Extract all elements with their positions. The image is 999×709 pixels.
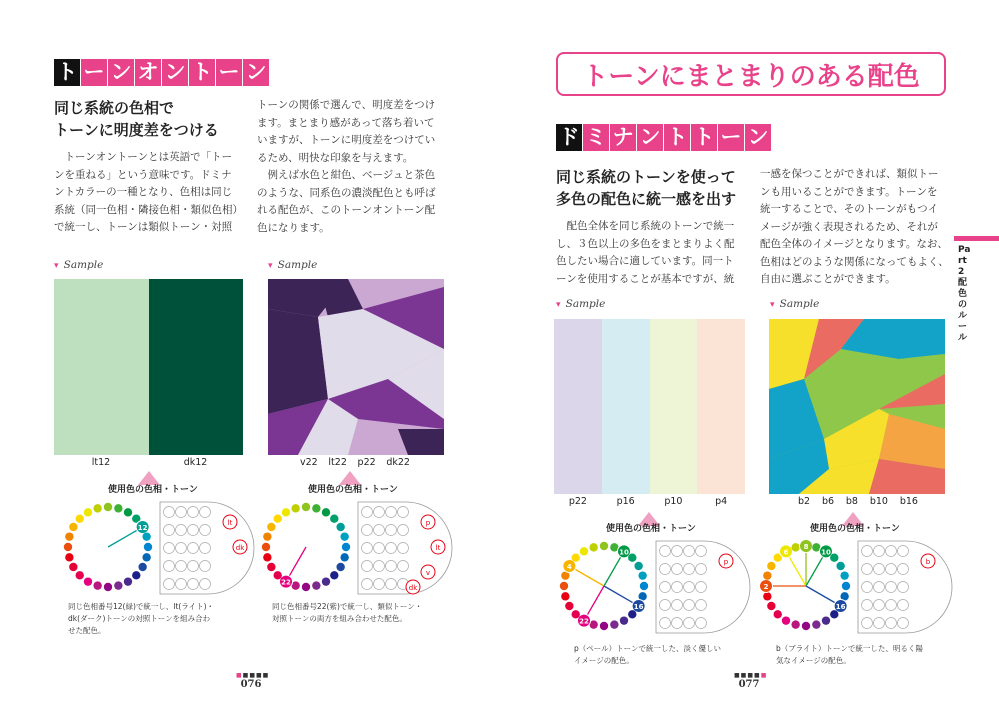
right-heading-line1: 同じ系統のトーンを使って xyxy=(556,168,736,186)
tone-label: lt xyxy=(227,519,233,527)
hue-dot xyxy=(274,515,282,523)
tone-cell xyxy=(862,582,873,593)
chip-label: b2 xyxy=(798,496,811,507)
tone-cell xyxy=(862,564,873,575)
tone-cell xyxy=(200,525,211,536)
hue-dot xyxy=(124,508,132,516)
hue-number: 4 xyxy=(566,563,572,571)
hue-number: 22 xyxy=(281,578,291,587)
body-line: 色したい場合に適しています。同一ト xyxy=(556,255,734,267)
hue-dot xyxy=(620,616,628,624)
tone-cell xyxy=(886,600,897,611)
chip-label: dk22 xyxy=(386,457,410,468)
tone-label: lt xyxy=(435,544,441,552)
hue-dot xyxy=(124,577,132,585)
tone-cell xyxy=(684,618,695,629)
left-heading-line2: トーンに明度差をつける xyxy=(54,121,219,139)
tone-cell xyxy=(696,582,707,593)
body-line: 例えば水色と紺色、ベージュと茶色 xyxy=(257,169,436,181)
chip-label: b8 xyxy=(845,496,858,507)
bright-geometric-sample xyxy=(769,319,945,494)
hue-dot xyxy=(336,563,344,571)
sample-logo-icon: ▾ xyxy=(268,261,273,271)
hue-dot xyxy=(336,523,344,531)
hue-dot xyxy=(302,503,310,511)
page-number-left xyxy=(236,672,270,690)
tone-cell xyxy=(398,561,409,572)
hue-dot xyxy=(572,554,580,562)
tone-cell xyxy=(886,564,897,575)
sample-label-2 xyxy=(268,253,317,272)
hue-tone-label: 使用色の色相・トーン xyxy=(108,485,198,495)
hue-dot xyxy=(767,562,775,570)
tone-label: p xyxy=(425,519,431,527)
caption-4 xyxy=(776,643,956,667)
tone-cell xyxy=(898,600,909,611)
tone-cell xyxy=(696,618,707,629)
title-char-tile: ー xyxy=(718,124,744,151)
tone-cell xyxy=(200,507,211,518)
side-tab-bar xyxy=(954,236,999,241)
body-line: 同じ色相番号12(緑)で統一し、lt(ライト)・ xyxy=(68,602,215,611)
body-line: b（ブライト）トーンで統一した、明るく陽 xyxy=(776,644,923,653)
chip-label: p22 xyxy=(568,496,587,507)
tone-cell xyxy=(374,561,385,572)
side-tab-label: Part2 配色のルール xyxy=(958,245,971,343)
color-swatch-lt12-dk12 xyxy=(54,279,243,455)
section-banner: トーンにまとまりのある配色 xyxy=(556,52,946,96)
hue-dot xyxy=(330,515,338,523)
hue-dot xyxy=(610,620,618,628)
tone-cell xyxy=(176,561,187,572)
chip-label: p16 xyxy=(616,496,635,507)
body-line: れる配色が、このトーンオントーン配 xyxy=(257,204,436,216)
hue-dot xyxy=(600,542,608,550)
tone-cell xyxy=(886,582,897,593)
hue-dot xyxy=(267,563,275,571)
hue-dot xyxy=(104,583,112,591)
chip-labels xyxy=(798,496,918,507)
hue-dot xyxy=(830,554,838,562)
tone-cell xyxy=(374,543,385,554)
body-line: るため、明快な印象を与えます。 xyxy=(257,151,414,164)
hue-number: 16 xyxy=(633,603,644,611)
right-heading-line2: 多色の配色に統一感を出す xyxy=(556,190,737,208)
right-body-col2 xyxy=(760,166,950,289)
body-line: ンを重ねる」という意味です。ドミナ xyxy=(54,168,232,181)
body-line: トーンオントーンとは英語で「トー xyxy=(54,151,233,163)
tone-cell xyxy=(398,507,409,518)
tone-cell xyxy=(660,600,671,611)
body-line: イメージの配色。 xyxy=(574,656,634,665)
hue-dot xyxy=(342,543,350,551)
tone-cell xyxy=(164,561,175,572)
chip-labels xyxy=(554,496,745,507)
chip-label: p4 xyxy=(715,496,728,507)
left-body-col2 xyxy=(257,97,452,237)
title-char-tile: ン xyxy=(243,59,269,86)
hue-dot xyxy=(69,523,77,531)
tone-cell xyxy=(398,525,409,536)
hue-dot xyxy=(132,571,140,579)
page-dots: ■■■■■ xyxy=(734,672,768,679)
hue-dot xyxy=(144,543,152,551)
caption-1 xyxy=(68,601,248,637)
sample-label-4 xyxy=(770,292,819,311)
body-line: 気なイメージの配色。 xyxy=(776,656,851,665)
tone-cell xyxy=(696,546,707,557)
hue-dot xyxy=(589,543,597,551)
tone-cell xyxy=(898,618,909,629)
tone-cell xyxy=(672,618,683,629)
tone-cell xyxy=(362,579,373,590)
hue-dot xyxy=(634,562,642,570)
hue-dot xyxy=(842,582,850,590)
tone-cell xyxy=(188,561,199,572)
body-line: トーンの関係で選んで、明度差をつけ xyxy=(257,99,436,111)
hue-dot xyxy=(560,582,568,590)
hue-dot xyxy=(263,532,271,540)
tone-cell xyxy=(684,564,695,575)
body-line: 配色全体のイメージとなります。なお、 xyxy=(760,238,948,250)
hue-dot xyxy=(836,562,844,570)
tone-cell xyxy=(386,561,397,572)
hue-dot xyxy=(76,571,84,579)
title-char-tile: ト xyxy=(54,59,80,86)
hue-dot xyxy=(628,554,636,562)
chip-label: p22 xyxy=(357,457,376,468)
title-char-tile: ミ xyxy=(583,124,609,151)
tone-cell xyxy=(660,564,671,575)
tone-label: dk xyxy=(408,584,418,592)
body-line: ます。まとまり感があって落ち着いて xyxy=(257,116,435,129)
hue-dot xyxy=(263,553,271,561)
tone-cell xyxy=(374,525,385,536)
body-line: p（ペール）トーンで統一した、淡く優しい xyxy=(574,644,721,653)
sample-logo-icon: ▾ xyxy=(54,261,59,271)
hue-dot xyxy=(322,508,330,516)
title-char-tile: ナ xyxy=(610,124,636,151)
hue-dot xyxy=(302,583,310,591)
tone-cell xyxy=(200,543,211,554)
swatch-lt12 xyxy=(54,279,149,455)
hue-number: 10 xyxy=(619,548,629,557)
tone-cell xyxy=(176,543,187,554)
hue-number: 2 xyxy=(763,583,769,591)
title-char-tile: オ xyxy=(135,59,161,86)
tone-cell xyxy=(672,600,683,611)
tone-cell xyxy=(660,618,671,629)
body-line: 配色全体を同じ系統のトーンで統一 xyxy=(556,220,735,232)
tone-cell xyxy=(164,507,175,518)
hue-dot xyxy=(114,504,122,512)
chip-label: b10 xyxy=(869,496,888,507)
tone-cell xyxy=(862,600,873,611)
tone-cell xyxy=(696,600,707,611)
hue-dot xyxy=(114,581,122,589)
body-line: ントカラーの一種となり、色相は同じ xyxy=(54,186,233,198)
pale-tone-swatches xyxy=(554,319,745,494)
sample-logo-icon: ▾ xyxy=(556,300,561,310)
hue-dot xyxy=(330,571,338,579)
body-line: 色になります。 xyxy=(257,221,330,234)
hue-dot xyxy=(84,577,92,585)
caption-3 xyxy=(574,643,754,667)
tone-cell xyxy=(188,579,199,590)
hue-number: 12 xyxy=(137,524,148,532)
hue-dot xyxy=(267,523,275,531)
hue-wheel-diagram xyxy=(556,536,742,636)
tone-cell xyxy=(874,582,885,593)
tone-cell xyxy=(386,525,397,536)
tone-label: v xyxy=(425,569,431,577)
hue-dot xyxy=(791,543,799,551)
sample-text: Sample xyxy=(565,298,606,310)
hue-dot xyxy=(142,553,150,561)
hue-dot xyxy=(65,553,73,561)
hue-dot xyxy=(774,610,782,618)
tone-cell xyxy=(200,561,211,572)
body-line: 対照トーンの両方を組み合わせた配色。 xyxy=(272,614,407,623)
tone-label: p xyxy=(723,558,729,566)
hue-number: 8 xyxy=(803,543,809,551)
hue-dot xyxy=(791,620,799,628)
tone-cell xyxy=(874,618,885,629)
sample-logo-icon: ▾ xyxy=(770,300,775,310)
tone-cell xyxy=(696,564,707,575)
title-char-tile: ー xyxy=(81,59,107,86)
tone-cell xyxy=(898,582,909,593)
hue-dot xyxy=(291,504,299,512)
page-dots: ■■■■■ xyxy=(236,672,270,679)
tone-cell xyxy=(874,546,885,557)
hue-tone-label: 使用色の色相・トーン xyxy=(606,524,696,534)
hue-number: 22 xyxy=(579,617,589,626)
tone-cell xyxy=(188,507,199,518)
hue-dot xyxy=(561,592,569,600)
hue-dot xyxy=(84,508,92,516)
body-line: し、３色以上の多色をまとまりよく配 xyxy=(556,237,735,250)
tone-cell xyxy=(874,564,885,575)
hue-number: 6 xyxy=(783,548,789,557)
tone-cell xyxy=(672,564,683,575)
tone-cell xyxy=(660,546,671,557)
title-char-tile: ド xyxy=(556,124,582,151)
hue-dot xyxy=(840,571,848,579)
hue-dot xyxy=(65,532,73,540)
title-char-tile: ト xyxy=(664,124,690,151)
sample-text: Sample xyxy=(277,259,318,271)
tone-cell xyxy=(898,546,909,557)
hue-dot xyxy=(782,616,790,624)
sample-label-3 xyxy=(556,292,605,311)
hue-dot xyxy=(565,602,573,610)
title-char-tile: ト xyxy=(189,59,215,86)
swatch-p22 xyxy=(554,319,602,494)
chip-labels xyxy=(300,457,410,468)
caption-2 xyxy=(272,601,452,625)
hue-dot xyxy=(763,571,771,579)
title-char-tile: ー xyxy=(216,59,242,86)
body-line: ンも用いることができます。トーンを xyxy=(760,185,938,198)
hue-dot xyxy=(138,563,146,571)
swatch-p10 xyxy=(650,319,698,494)
hue-dot xyxy=(76,515,84,523)
left-heading-line1: 同じ系統の色相で xyxy=(54,99,175,117)
tone-cell xyxy=(374,507,385,518)
hue-tone-label: 使用色の色相・トーン xyxy=(308,485,398,495)
body-line: のような、同系色の濃淡配色とも呼ば xyxy=(257,186,436,199)
body-line: で統一し、トーンは類似トーン・対照 xyxy=(54,221,233,233)
tone-label: dk xyxy=(235,544,245,552)
chip-label: lt12 xyxy=(91,457,111,468)
tone-cell xyxy=(386,543,397,554)
hue-number: 16 xyxy=(835,603,846,611)
tone-cell xyxy=(672,546,683,557)
tone-cell xyxy=(164,579,175,590)
tone-cell xyxy=(176,525,187,536)
tone-cell xyxy=(660,582,671,593)
page-number-right xyxy=(734,672,768,690)
tone-cell xyxy=(362,543,373,554)
title-char-tile: ン xyxy=(637,124,663,151)
hue-wheel-diagram xyxy=(258,497,444,597)
tone-cell xyxy=(398,543,409,554)
hue-dot xyxy=(822,616,830,624)
hue-dot xyxy=(104,503,112,511)
body-line: せた配色。 xyxy=(68,626,106,635)
hue-dot xyxy=(93,581,101,589)
sample-text: Sample xyxy=(63,259,104,271)
hue-number: 10 xyxy=(821,548,831,557)
purple-geometric-sample xyxy=(268,279,444,455)
tone-cell xyxy=(176,507,187,518)
hue-dot xyxy=(142,532,150,540)
chip-label: b16 xyxy=(899,496,918,507)
hue-dot xyxy=(340,532,348,540)
tone-cell xyxy=(188,525,199,536)
tone-cell xyxy=(386,579,397,590)
tone-cell xyxy=(164,543,175,554)
right-title xyxy=(556,124,772,151)
hue-dot xyxy=(93,504,101,512)
hue-dot xyxy=(580,547,588,555)
swatch-p4 xyxy=(697,319,745,494)
left-body-col1 xyxy=(54,149,246,237)
tone-cell xyxy=(164,525,175,536)
hue-dot xyxy=(767,602,775,610)
hue-dot xyxy=(64,543,72,551)
hue-dot xyxy=(600,622,608,630)
left-heading xyxy=(54,97,219,141)
body-line: ーンを使用することが基本ですが、統 xyxy=(556,272,735,285)
right-heading xyxy=(556,166,736,210)
hue-dot xyxy=(812,620,820,628)
hue-dot xyxy=(638,571,646,579)
page-number: 077 xyxy=(738,679,760,690)
swatch-dk12 xyxy=(149,279,244,455)
tone-cell xyxy=(862,546,873,557)
tone-cell xyxy=(386,507,397,518)
hue-dot xyxy=(282,508,290,516)
body-line: メージが強く表現されるため、それが xyxy=(760,220,938,233)
hue-dot xyxy=(802,622,810,630)
chip-label: dk12 xyxy=(183,457,208,468)
body-line: いますが、トーンに明度差をつけてい xyxy=(257,134,436,146)
body-line: 自由に選ぶことができます。 xyxy=(760,273,896,285)
tone-cell xyxy=(684,546,695,557)
chip-label: lt22 xyxy=(328,457,347,468)
chip-label: p10 xyxy=(664,496,683,507)
hue-dot xyxy=(830,610,838,618)
hue-dot xyxy=(640,582,648,590)
tone-cell xyxy=(862,618,873,629)
tone-cell xyxy=(886,546,897,557)
hue-dot xyxy=(312,504,320,512)
body-line: 色相はどのような関係になってもよく、 xyxy=(760,255,949,268)
title-char-tile: ン xyxy=(162,59,188,86)
body-line: 統一することで、そのトーンがもつイ xyxy=(760,203,939,215)
hue-wheel-diagram xyxy=(60,497,245,597)
tone-cell xyxy=(684,600,695,611)
hue-dot xyxy=(262,543,270,551)
tone-cell xyxy=(200,579,211,590)
hue-dot xyxy=(628,610,636,618)
tone-label: b xyxy=(925,558,931,566)
title-char-tile: ン xyxy=(745,124,771,151)
chip-label: v22 xyxy=(300,457,318,468)
swatch-p16 xyxy=(602,319,650,494)
body-line: 系統（同一色相・隣接色相・類似色相） xyxy=(54,203,243,216)
hue-dot xyxy=(322,577,330,585)
hue-tone-label: 使用色の色相・トーン xyxy=(810,524,900,534)
right-body-col1 xyxy=(556,218,751,288)
tone-cell xyxy=(362,561,373,572)
hue-dot xyxy=(69,563,77,571)
body-line: 同じ色相番号22(紫)で統一し、類似トーン・ xyxy=(272,602,423,611)
tone-cell xyxy=(362,525,373,536)
tone-cell xyxy=(898,564,909,575)
tone-cell xyxy=(176,579,187,590)
tone-cell xyxy=(374,579,385,590)
title-char-tile: ン xyxy=(108,59,134,86)
sample-label-1 xyxy=(54,253,103,272)
left-title xyxy=(54,59,270,86)
tone-cell xyxy=(886,618,897,629)
hue-dot xyxy=(763,592,771,600)
tone-cell xyxy=(362,507,373,518)
sample-text: Sample xyxy=(779,298,820,310)
body-line: 一感を保つことができれば、類似トー xyxy=(760,168,939,180)
tone-cell xyxy=(684,582,695,593)
tone-cell xyxy=(874,600,885,611)
tone-cell xyxy=(672,582,683,593)
chip-label: b6 xyxy=(821,496,835,507)
body-line: dk(ダーク)トーンの対照トーンを組み合わ xyxy=(68,614,211,623)
hue-wheel-diagram xyxy=(758,536,944,636)
hue-dot xyxy=(340,553,348,561)
page-number: 076 xyxy=(240,679,262,690)
tone-cell xyxy=(188,543,199,554)
title-char-tile: ト xyxy=(691,124,717,151)
hue-dot xyxy=(312,581,320,589)
